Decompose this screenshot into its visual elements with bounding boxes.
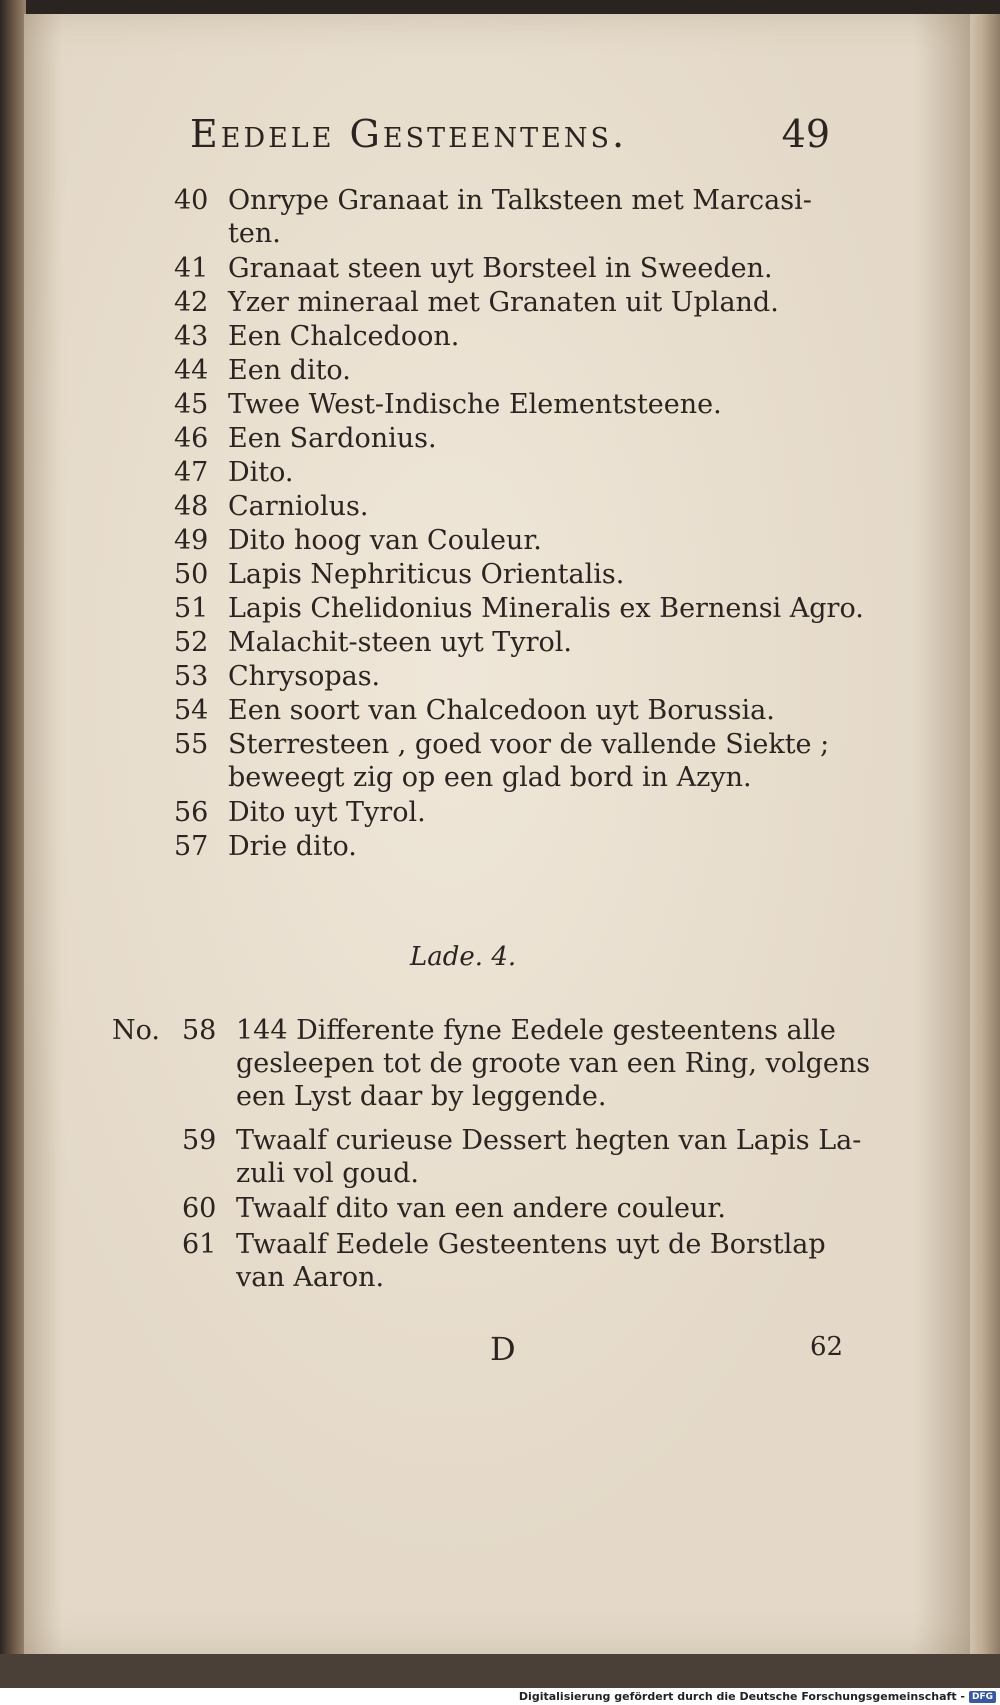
entry-number: 53 xyxy=(174,661,209,692)
entry-text: Yzer mineraal met Granaten uit Upland. xyxy=(228,287,779,318)
entry-number: 50 xyxy=(174,559,209,590)
entry-text: Twaalf curieuse Dessert hegten van Lapis La- zuli vol goud. xyxy=(236,1125,862,1189)
entry-text: Een Sardonius. xyxy=(228,423,437,454)
catchword: 62 xyxy=(810,1332,844,1362)
entry-58-prefix xyxy=(112,1014,160,1047)
scan-top-edge xyxy=(0,0,1000,14)
entry-text: Lapis Chelidonius Mineralis ex Bernensi Agro. xyxy=(228,593,864,624)
entry-number: 54 xyxy=(174,695,209,726)
entry-number: 46 xyxy=(174,423,209,454)
entry-text: Onrype Granaat in Talksteen met Marcasi- ten. xyxy=(228,185,812,249)
entry-text: Granaat steen uyt Borsteel in Sweeden. xyxy=(228,253,773,284)
entry-number: 40 xyxy=(174,185,209,216)
entry-text: Twaalf Eedele Gesteentens uyt de Borstlap van Aaron. xyxy=(236,1229,826,1293)
entry-number: 55 xyxy=(174,729,209,760)
entry-number: 58 xyxy=(182,1015,217,1046)
entry-number: 43 xyxy=(174,321,209,352)
entry-text: Dito. xyxy=(228,457,294,488)
entry-number: 60 xyxy=(182,1193,217,1224)
entry-number: 41 xyxy=(174,253,209,284)
entry-number: 44 xyxy=(174,355,209,386)
entry-number: 48 xyxy=(174,491,209,522)
entry-number: 61 xyxy=(182,1229,217,1260)
digitization-footer xyxy=(0,1688,1000,1705)
entry-text: Een dito. xyxy=(228,355,351,386)
book-cover-edge xyxy=(0,0,26,1660)
footer-credit: Digitalisierung gefördert durch die Deutsche Forschungsgemeinschaft - xyxy=(518,1690,965,1703)
entry-text: Twee West-Indische Elementsteene. xyxy=(228,389,722,420)
entry-text: 144 Differente fyne Eedele gesteentens alle gesleepen tot de groote van een Ring, volgens een Lyst daar by leggende. xyxy=(236,1015,871,1112)
entry-text: Dito hoog van Couleur. xyxy=(228,525,542,556)
entry-text: Dito uyt Tyrol. xyxy=(228,797,426,828)
entry-number: 47 xyxy=(174,457,209,488)
running-head xyxy=(190,112,830,162)
entry-text: Een soort van Chalcedoon uyt Borussia. xyxy=(228,695,775,726)
entry-number: 56 xyxy=(174,797,209,828)
entry-number: 52 xyxy=(174,627,209,658)
entry-number: 45 xyxy=(174,389,209,420)
page-number: 49 xyxy=(781,112,830,156)
entry-text: Lapis Nephriticus Orientalis. xyxy=(228,559,625,590)
entry-prefix: No. xyxy=(112,1015,160,1046)
entry-number: 59 xyxy=(182,1125,217,1156)
entry-text: Sterresteen , goed voor de vallende Siekte ; beweegt zig op een glad bord in Azyn. xyxy=(228,729,830,793)
scan-bottom-edge xyxy=(0,1654,1000,1688)
dfg-logo-badge: DFG xyxy=(969,1691,996,1703)
entry-number: 57 xyxy=(174,831,209,862)
entry-text: Een Chalcedoon. xyxy=(228,321,460,352)
section-heading: Lade. 4. xyxy=(410,942,517,972)
entry-number: 51 xyxy=(174,593,209,624)
entry-number: 49 xyxy=(174,525,209,556)
entry-number: 42 xyxy=(174,287,209,318)
entry-text: Drie dito. xyxy=(228,831,357,862)
signature-mark: D xyxy=(490,1330,516,1368)
entry-text: Malachit-steen uyt Tyrol. xyxy=(228,627,572,658)
page-stack-edge xyxy=(970,14,1000,1654)
entry-text: Chrysopas. xyxy=(228,661,381,692)
entry-text: Carniolus. xyxy=(228,491,369,522)
entry-text: Twaalf dito van een andere couleur. xyxy=(236,1193,726,1224)
running-head-title: Eedele Gesteentens. xyxy=(190,112,628,156)
